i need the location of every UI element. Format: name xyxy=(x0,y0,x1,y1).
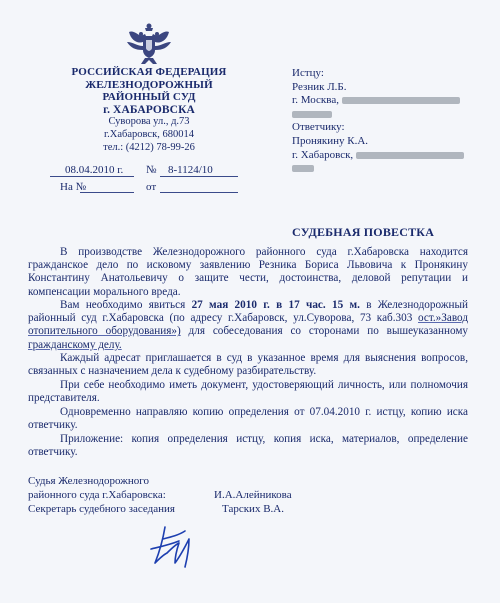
ruling-date: 07.04.2010 xyxy=(309,406,361,418)
defendant-address-cont xyxy=(292,162,464,176)
paragraph-identity-document: При себе необходимо иметь документ, удостоверяющий личность, или полномочия представителя. xyxy=(28,379,468,405)
court-name-line-1: РОССИЙСКАЯ ФЕДЕРАЦИЯ xyxy=(71,66,227,78)
defendant-name: Пронякину К.А. xyxy=(292,134,369,147)
judge-line-2: районного суда г.Хабаровска: xyxy=(28,489,166,501)
court-header xyxy=(60,66,238,154)
double-headed-eagle-icon xyxy=(125,22,173,66)
court-address-city: г.Хабаровск, 680014 xyxy=(104,128,194,140)
judge-name: И.А.Алейникова xyxy=(214,489,292,501)
handwritten-signature xyxy=(145,519,205,574)
judge-line-1: Судья Железнодорожного xyxy=(28,475,149,487)
document-title: СУДЕБНАЯ ПОВЕСТКА xyxy=(292,225,435,239)
paragraph-copies: Одновременно направляю копию определения от 07.04.2010 г. истцу, копию иска ответчику. xyxy=(28,406,469,432)
court-name-line-3: РАЙОННЫЙ СУД xyxy=(102,91,196,104)
secretary-label: Секретарь судебного заседания xyxy=(28,503,175,515)
court-name-line-2: ЖЕЛЕЗНОДОРОЖНЫЙ xyxy=(85,78,213,91)
paragraph-invitation: Каждый адресат приглашается в суд в указанное время для выяснения вопросов, связанных с назначением дела к судебному разбирательству. xyxy=(28,352,468,378)
hearing-location-note: ост.»Завод отопительного оборудования») xyxy=(28,312,469,338)
secretary-name: Тарских В.А. xyxy=(222,503,284,515)
attachments-label: Приложение: xyxy=(60,433,124,445)
addressee-block xyxy=(292,67,464,176)
redacted-address xyxy=(292,111,332,118)
from-underline xyxy=(160,192,238,193)
reference-underline xyxy=(80,192,134,193)
paragraph-appearance: Вам необходимо явиться 27 мая 2010 г. в 17 час. 15 м. в Железнодорожный районный суд г.Хабаровска (по адресу г.Хабаровск, ул.Суворова, 73 каб.303 ост.»Завод отопительного оборудования») для собеседования со сторонами по вышеуказанному гражданскому делу. xyxy=(28,299,469,351)
hearing-datetime: 27 мая 2010 г. в 17 час. 15 м. xyxy=(191,299,360,311)
plaintiff-label: Истцу: xyxy=(292,67,324,79)
number-label: № xyxy=(146,164,157,176)
outgoing-number: 8-1124/10 xyxy=(168,164,213,176)
redacted-address xyxy=(356,152,464,159)
court-address-street: Суворова ул., д.73 xyxy=(108,116,190,128)
outgoing-date: 08.04.2010 г. xyxy=(65,164,124,176)
from-label: от xyxy=(146,181,157,193)
defendant-address: г. Хабаровск, xyxy=(292,149,464,163)
redacted-address xyxy=(292,165,314,172)
court-name-line-4: г. ХАБАРОВСКА xyxy=(103,103,195,116)
court-phone: тел.: (4212) 78-99-26 xyxy=(103,141,195,153)
date-underline xyxy=(50,176,134,177)
reference-label: На № xyxy=(60,181,87,193)
paragraph-attachments: Приложение: копия определения истцу, копия иска, материалов, определение ответчику. xyxy=(28,433,468,459)
defendant-label: Ответчику: xyxy=(292,121,345,134)
paragraph-case-info: В производстве Железнодорожного районного суда г.Хабаровска находится гражданское дело по исковому заявлению Резника Бориса Львовича к Пронякину Константину Анатольевичу о защите чести, достоинства, деловой репутации и компенсации морального вреда. xyxy=(28,246,468,298)
redacted-address xyxy=(342,97,460,104)
plaintiff-address: г. Москва, xyxy=(292,94,464,108)
plaintiff-address-cont xyxy=(292,108,464,122)
number-underline xyxy=(160,176,238,177)
plaintiff-name: Резник Л.Б. xyxy=(292,80,347,93)
